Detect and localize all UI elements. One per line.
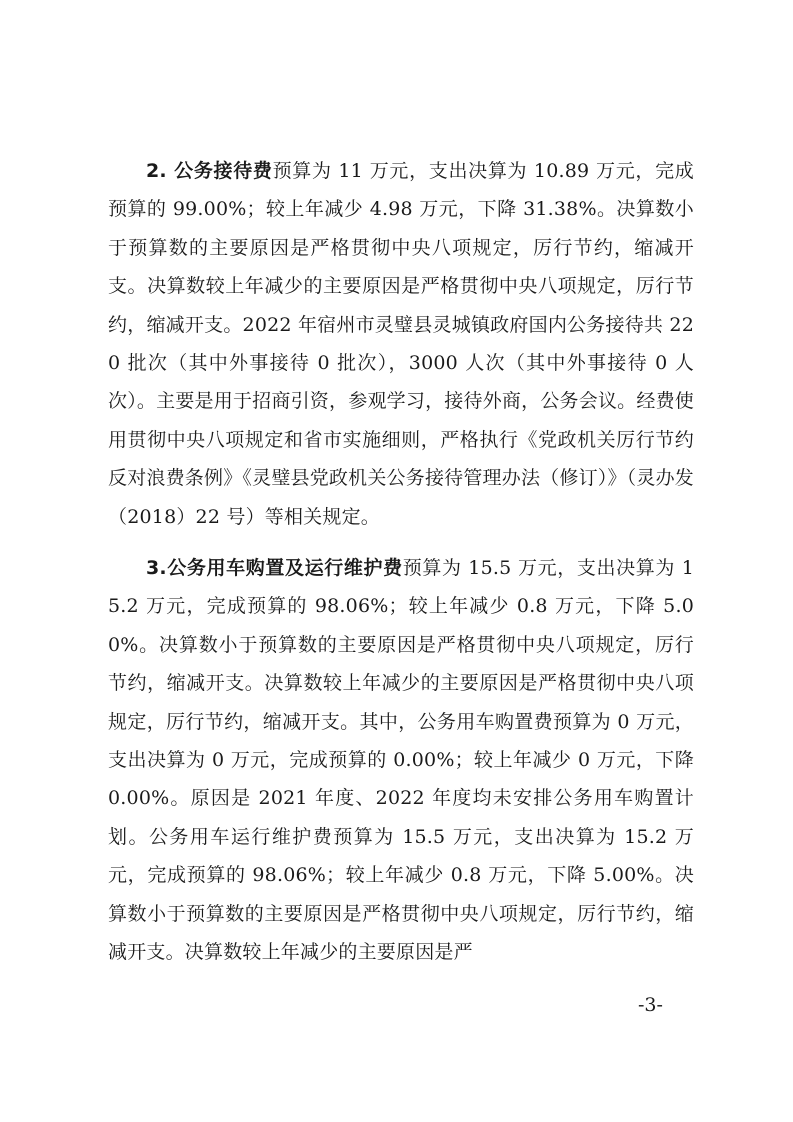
section-body: 预算为 11 万元，支出决算为 10.89 万元，完成预算的 99.00%；较上年减少 4.98 万元，下降 31.38%。决算数小于预算数的主要原因是严格贯彻中央八项规定，厉行节约，缩减开支。决算数较上年减少的主要原因是严格贯彻中央八项规定，厉行节约，缩减开支。2022 年宿州市灵璧县灵城镇政府国内公务接待共 220 批次（其中外事接待 0 批次），3000 人次（其中外事接待 0 人次）。主要是用于招商引资，参观学习，接待外商，公务会议。经费使用贯彻中央八项规定和省市实施细则，严格执行《党政机关厉行节约反对浪费条例》《灵璧县党政机关公务接待管理办法（修订）》（灵办发（2018）22 号）等相关规定。 <box>108 160 694 528</box>
section-heading: 3.公务用车购置及运行维护费 <box>146 557 403 579</box>
section-reception-expenses <box>108 152 694 536</box>
section-vehicle-expenses <box>108 549 694 971</box>
section-body: 预算为 15.5 万元，支出决算为 15.2 万元，完成预算的 98.06%；较上年减少 0.8 万元，下降 5.00%。决算数小于预算数的主要原因是严格贯彻中央八项规定，厉行节约，缩减开支。决算数较上年减少的主要原因是严格贯彻中央八项规定，厉行节约，缩减开支。其中，公务用车购置费预算为 0 万元，支出决算为 0 万元，完成预算的 0.00%；较上年减少 0 万元，下降 0.00%。原因是 2021 年度、2022 年度均未安排公务用车购置计划。公务用车运行维护费预算为 15.5 万元，支出决算为 15.2 万元，完成预算的 98.06%；较上年减少 0.8 万元，下降 5.00%。决算数小于预算数的主要原因是严格贯彻中央八项规定，厉行节约，缩减开支。决算数较上年减少的主要原因是严 <box>108 557 694 964</box>
section-heading: 2. 公务接待费 <box>146 160 273 182</box>
page-number: -3- <box>638 994 663 1016</box>
